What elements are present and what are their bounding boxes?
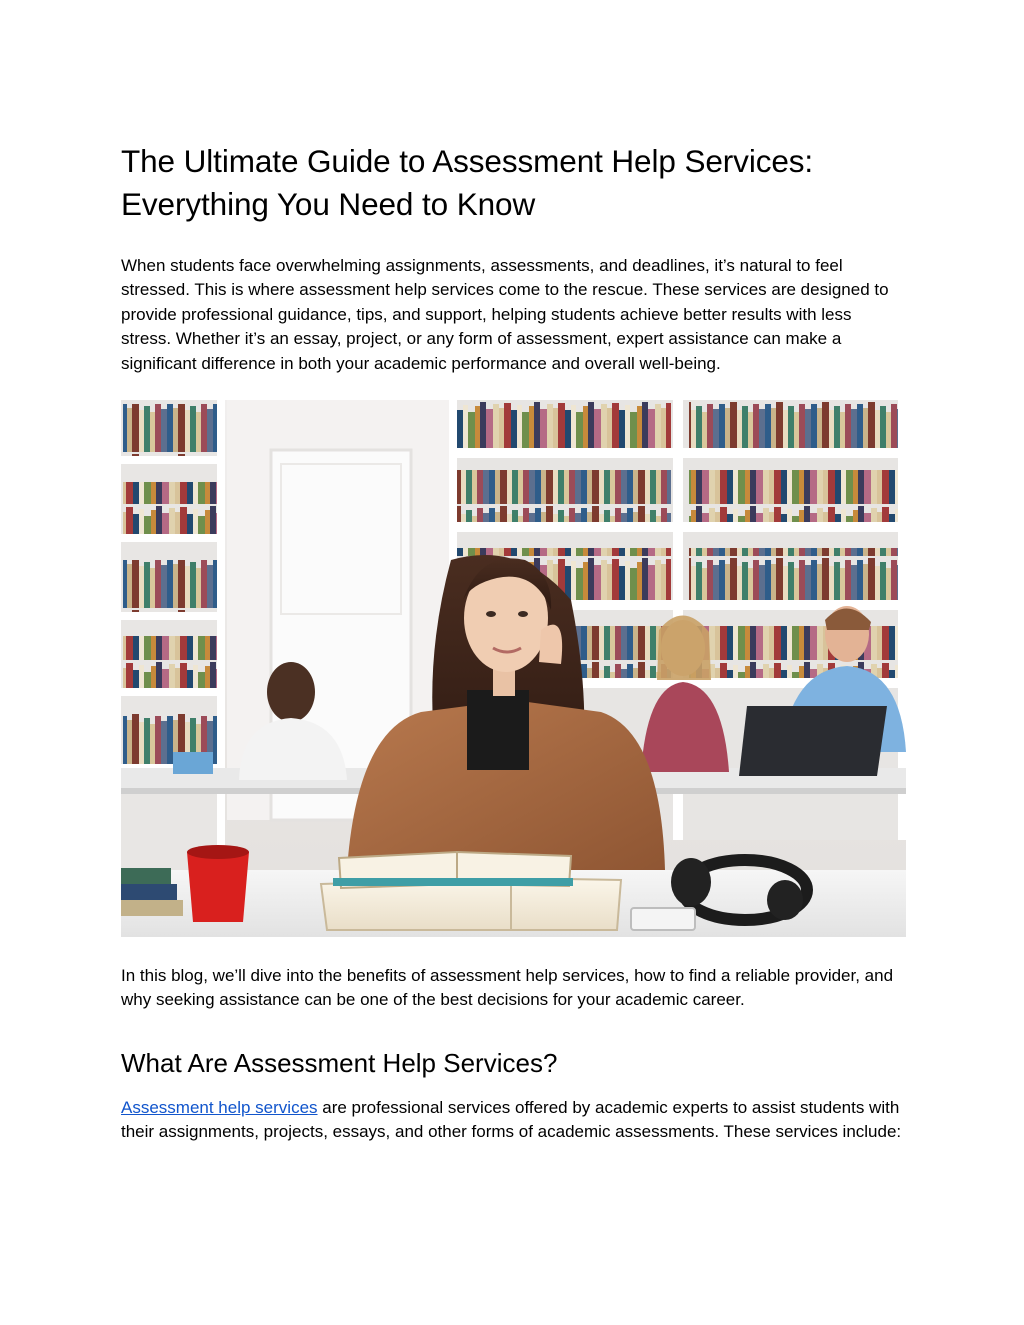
services-paragraph-body: are professional services offered by academic experts to assist students with their assignments, projects, essays, and other forms of academic assessments. These services include: (121, 1097, 902, 1142)
blog-intro-paragraph: In this blog, we’ll dive into the benefits of assessment help services, how to find a reliable provider, and why seeking assistance can be one of the best decisions for your academic career. (121, 966, 894, 1010)
section-heading: What Are Assessment Help Services? (121, 1047, 558, 1078)
assessment-help-services-link[interactable]: Assessment help services (121, 1097, 318, 1117)
article-title: The Ultimate Guide to Assessment Help Services: Everything You Need to Know (121, 143, 814, 222)
services-paragraph (121, 1096, 906, 1145)
document-page (121, 140, 906, 1145)
students-library-photo (121, 400, 906, 937)
intro-paragraph: When students face overwhelming assignments, assessments, and deadlines, it’s natural to feel stressed. This is where assessment help services come to the rescue. These services are designed to provide professional guidance, tips, and support, helping students achieve better results with less stress. Whether it’s an essay, project, or any form of assessment, expert assistance can make a significant difference in both your academic performance and overall well-being. (121, 256, 889, 373)
